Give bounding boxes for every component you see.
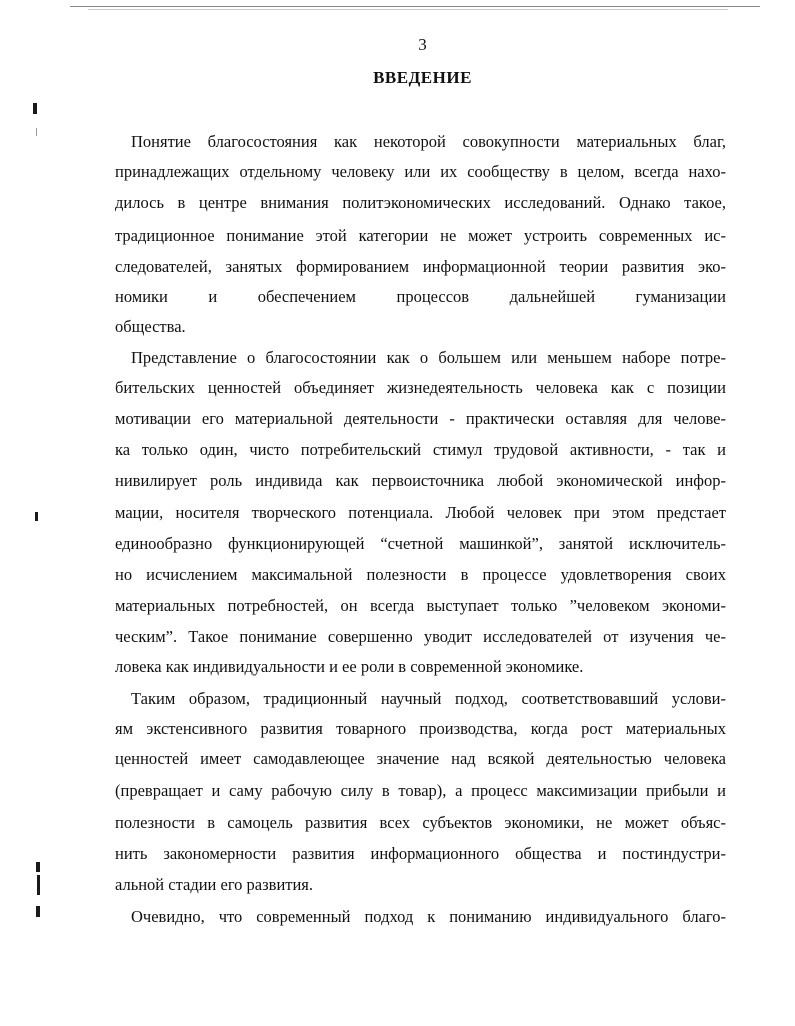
text-line: альной стадии его развития.: [115, 875, 314, 894]
text-line: ям экстенсивного развития товарного производства, когда рост материальных: [115, 719, 726, 738]
text-line: но исчислением максимальной полезности в процессе удовлетворения своих: [115, 565, 726, 584]
scan-mark: [36, 128, 37, 136]
text-line: ка только один, чисто потребительский стимул трудовой активности, - так и: [115, 440, 726, 459]
text-line: ловека как индивидуальности и ее роли в современной экономике.: [115, 657, 584, 676]
text-line: материальных потребностей, он всегда выступает только ”человеком экономи-: [115, 596, 726, 615]
text-line: традиционное понимание этой категории не может устроить современных ис-: [115, 226, 726, 245]
text-line: ческим”. Такое понимание совершенно уводит исследователей от изучения че-: [115, 627, 726, 646]
text-line: принадлежащих отдельному человеку или их сообществу в целом, всегда нахо-: [115, 162, 726, 181]
scan-edge-line: [70, 6, 760, 7]
text-line: Очевидно, что современный подход к пониманию индивидуального благо-: [131, 907, 726, 926]
scan-mark: [35, 512, 38, 521]
text-line: единообразно функционирующей “счетной машинкой”, занятой исключитель-: [115, 534, 726, 553]
scan-mark: [33, 103, 37, 114]
text-line: Представление о благосостоянии как о большем или меньшем наборе потре-: [131, 348, 726, 367]
text-line: следователей, занятых формированием информационной теории развития эко-: [115, 257, 726, 276]
text-line: Понятие благосостояния как некоторой совокупности материальных благ,: [131, 132, 726, 151]
text-line: нивилирует роль индивида как первоисточника любой экономической инфор-: [115, 471, 726, 490]
text-line: нить закономерности развития информационного общества и постиндустри-: [115, 844, 726, 863]
text-line: бительских ценностей объединяет жизнедеятельность человека как с позиции: [115, 378, 726, 397]
text-line: полезности в самоцель развития всех субъектов экономики, не может объяс-: [115, 813, 726, 832]
text-line: мотивации его материальной деятельности - практически оставляя для челове-: [115, 409, 726, 428]
text-line: общества.: [115, 317, 186, 336]
text-line: дилось в центре внимания политэкономических исследований. Однако такое,: [115, 193, 726, 212]
scan-mark: [36, 906, 40, 917]
text-line: мации, носителя творческого потенциала. Любой человек при этом предстает: [115, 503, 726, 522]
page-title: ВВЕДЕНИЕ: [373, 68, 472, 87]
text-line: (превращает и саму рабочую силу в товар), а процесс максимизации прибыли и: [115, 781, 726, 800]
scan-edge-line: [88, 9, 728, 10]
text-line: ценностей имеет самодавлеющее значение над всякой деятельностью человека: [115, 749, 726, 768]
scan-mark: [37, 875, 40, 895]
text-line: номики и обеспечением процессов дальнейшей гуманизации: [115, 287, 726, 306]
text-line: Таким образом, традиционный научный подход, соответствовавший услови-: [131, 689, 726, 708]
scan-mark: [36, 862, 40, 872]
page-number: 3: [418, 35, 427, 54]
